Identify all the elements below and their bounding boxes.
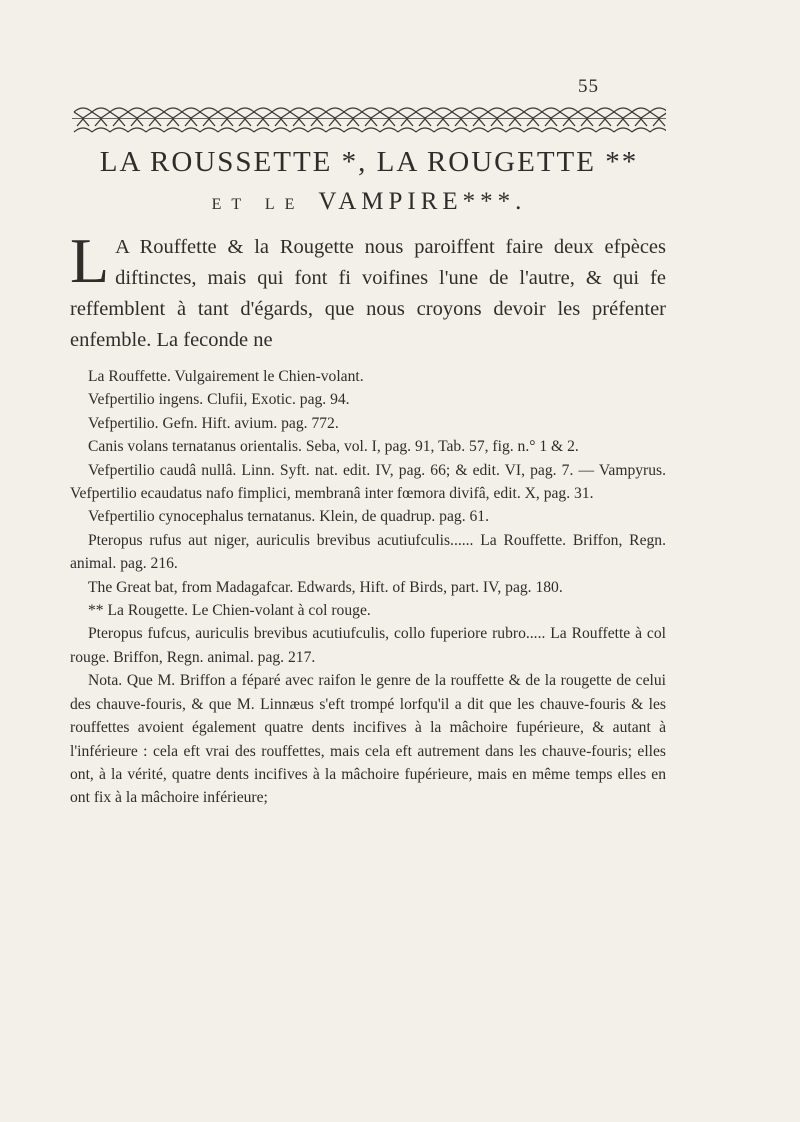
ornament-motif [578, 108, 596, 132]
ornament-motif [488, 108, 506, 132]
ornament-motif [164, 108, 182, 132]
ornament-motif [146, 108, 164, 132]
ornament-motif [434, 108, 452, 132]
ornament-motif [452, 108, 470, 132]
ornament-motif [344, 108, 362, 132]
footnote: Vefpertilio. Gefn. Hift. avium. pag. 772. [88, 414, 339, 432]
ornament-motif [218, 108, 236, 132]
ornament-motif [380, 108, 398, 132]
footnote: La Rouffette. Vulgairement le Chien-volant. [88, 368, 364, 385]
ornament-motif [128, 108, 146, 132]
page-number: 55 [578, 76, 599, 97]
ornament-motif [470, 108, 488, 132]
footnote: Vefpertilio ingens. Clufii, Exotic. pag. 94. [88, 391, 350, 409]
intro-paragraph [70, 225, 666, 356]
ornament-motif [110, 108, 128, 132]
ornament-motif [290, 108, 308, 132]
ornament-motif [614, 108, 632, 132]
drop-cap: L [70, 225, 110, 296]
footnote: ** La Rougette. Le Chien-volant à col rouge. [88, 602, 371, 620]
intro-text: A Rouffette & la Rougette nous paroiffent faire deux efpèces diftinctes, mais qui font fi voifines l'une de l'autre, & qui fe reffemblent à tant d'égards, que nous croyons devoir les préfenter enfemble. La feconde ne [70, 236, 666, 351]
ornament-motif [560, 108, 578, 132]
ornament-motif [272, 108, 290, 132]
subtitle-lead: ET LE [211, 196, 319, 213]
footnote: Nota. Que M. Briffon a féparé avec raifon le genre de la rouffette & de la rougette de celui des chauve-fouris, & que M. Linnæus s'eft trompé lorfqu'il a dit que les chauve-fouris & les rouffettes avoient également quatre dents incifives à la mâchoire fupérieure, & autant à l'inférieure : cela eft vrai des rouffettes, mais cela eft autrement dans les chauve-fouris; elles ont, à la vérité, quatre dents incifives à la mâchoire fupérieure, mais en même temps elles en ont fix à la mâchoire inférieure; [70, 672, 666, 807]
ornament-motif [542, 108, 560, 132]
footnote: The Great bat, from Madagafcar. Edwards, Hift. of Birds, part. IV, pag. 180. [88, 578, 563, 596]
footnotes [70, 365, 666, 810]
ornament-motif [326, 108, 344, 132]
ornament-motif [254, 108, 272, 132]
ornament-motif [596, 108, 614, 132]
subtitle-vampire: VAMPIRE***. [318, 188, 527, 215]
footnote: Pteropus rufus aut niger, auriculis brevibus acutiufculis...... La Rouffette. Briffon, Regn. animal. pag. 216. [70, 531, 666, 573]
footnote: Vefpertilio cynocephalus ternatanus. Klein, de quadrup. pag. 61. [88, 508, 489, 526]
chapter-title: LA ROUSSETTE *, LA ROUGETTE ** [99, 146, 639, 178]
footnote: Vefpertilio caudâ nullâ. Linn. Syft. nat. edit. IV, pag. 66; & edit. VI, pag. 7. — Vampyrus. Vefpertilio ecaudatus nafo fimplici, membranâ inter fœmora divifâ, edit. X, pag. 31. [70, 461, 666, 503]
ornament-motif [398, 108, 416, 132]
ornament-motif [632, 108, 650, 132]
ornament-motif [74, 108, 92, 132]
ornament-motif [236, 108, 254, 132]
ornament-motif [524, 108, 542, 132]
ornament-motif [362, 108, 380, 132]
ornament-motif [182, 108, 200, 132]
footnote: Pteropus fufcus, auriculis brevibus acutiufculis, collo fuperiore rubro..... La Rouffette à col rouge. Briffon, Regn. animal. pag. 217. [70, 625, 666, 666]
chapter-subtitle [72, 188, 666, 216]
ornament-motif [92, 108, 110, 132]
ornament-motif [416, 108, 434, 132]
ornament-motif [506, 108, 524, 132]
ornament-motif [650, 108, 666, 132]
decorative-border-ornament [72, 104, 666, 134]
ornament-motif [200, 108, 218, 132]
ornament-motif [308, 108, 326, 132]
footnote: Canis volans ternatanus orientalis. Seba, vol. I, pag. 91, Tab. 57, fig. n.° 1 & 2. [88, 438, 579, 456]
